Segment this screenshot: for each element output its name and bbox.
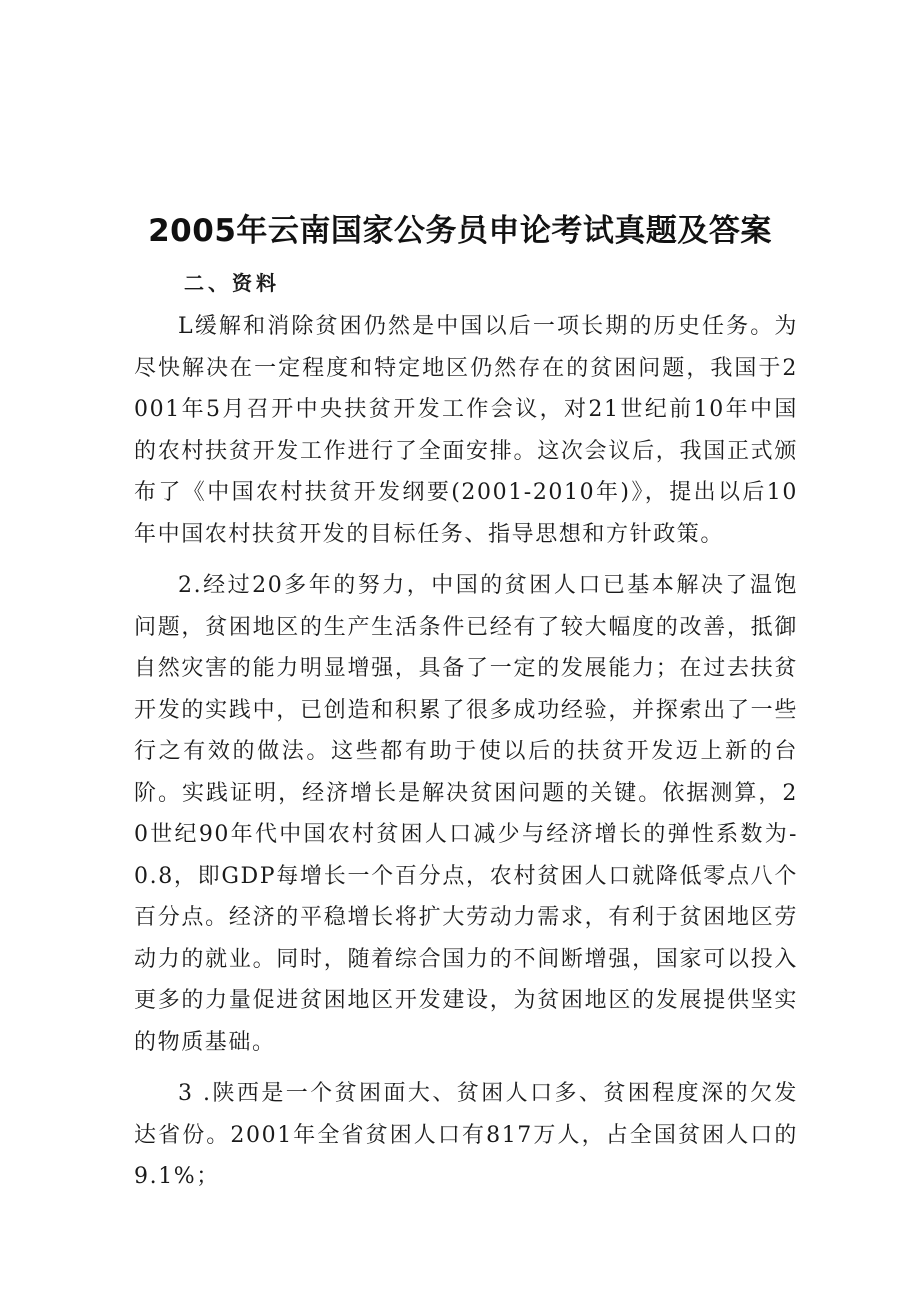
paragraph-1: L缓解和消除贫困仍然是中国以后一项长期的历史任务。为尽快解决在一定程度和特定地区仍然存在的贫困问题，我国于2001年5月召开中央扶贫开发工作会议，对21世纪前10年中国的农村扶贫开发工作进行了全面安排。这次会议后，我国正式颁布了《中国农村扶贫开发纲要(2001-2010年)》，提出以后10年中国农村扶贫开发的目标任务、指导思想和方针政策。 [134,314,798,547]
paragraph-2: 2.经过20多年的努力，中国的贫困人口已基本解决了温饱问题，贫困地区的生产生活条件已经有了较大幅度的改善，抵御自然灾害的能力明显增强，具备了一定的发展能力；在过去扶贫开发的实践中，已创造和积累了很多成功经验，并探索出了一些行之有效的做法。这些都有助于使以后的扶贫开发迈上新的台阶。实践证明，经济增长是解决贫困问题的关键。依据测算，20世纪90年代中国农村贫困人口减少与经济增长的弹性系数为-0.8，即GDP每增长一个百分点，农村贫困人口就降低零点八个百分点。经济的平稳增长将扩大劳动力需求，有利于贫困地区劳动力的就业。同时，随着综合国力的不间断增强，国家可以投入更多的力量促进贫困地区开发建设，为贫困地区的发展提供坚实的物质基础。 [134,573,798,1055]
document-title: 2005年云南国家公务员申论考试真题及答案 [148,213,772,249]
section-heading: 二、资料 [184,271,280,295]
document-body [134,306,798,1208]
paragraph-3: 3 .陕西是一个贫困面大、贫困人口多、贫困程度深的欠发达省份。2001年全省贫困人口有817万人，占全国贫困人口的9.1%； [134,1081,798,1189]
